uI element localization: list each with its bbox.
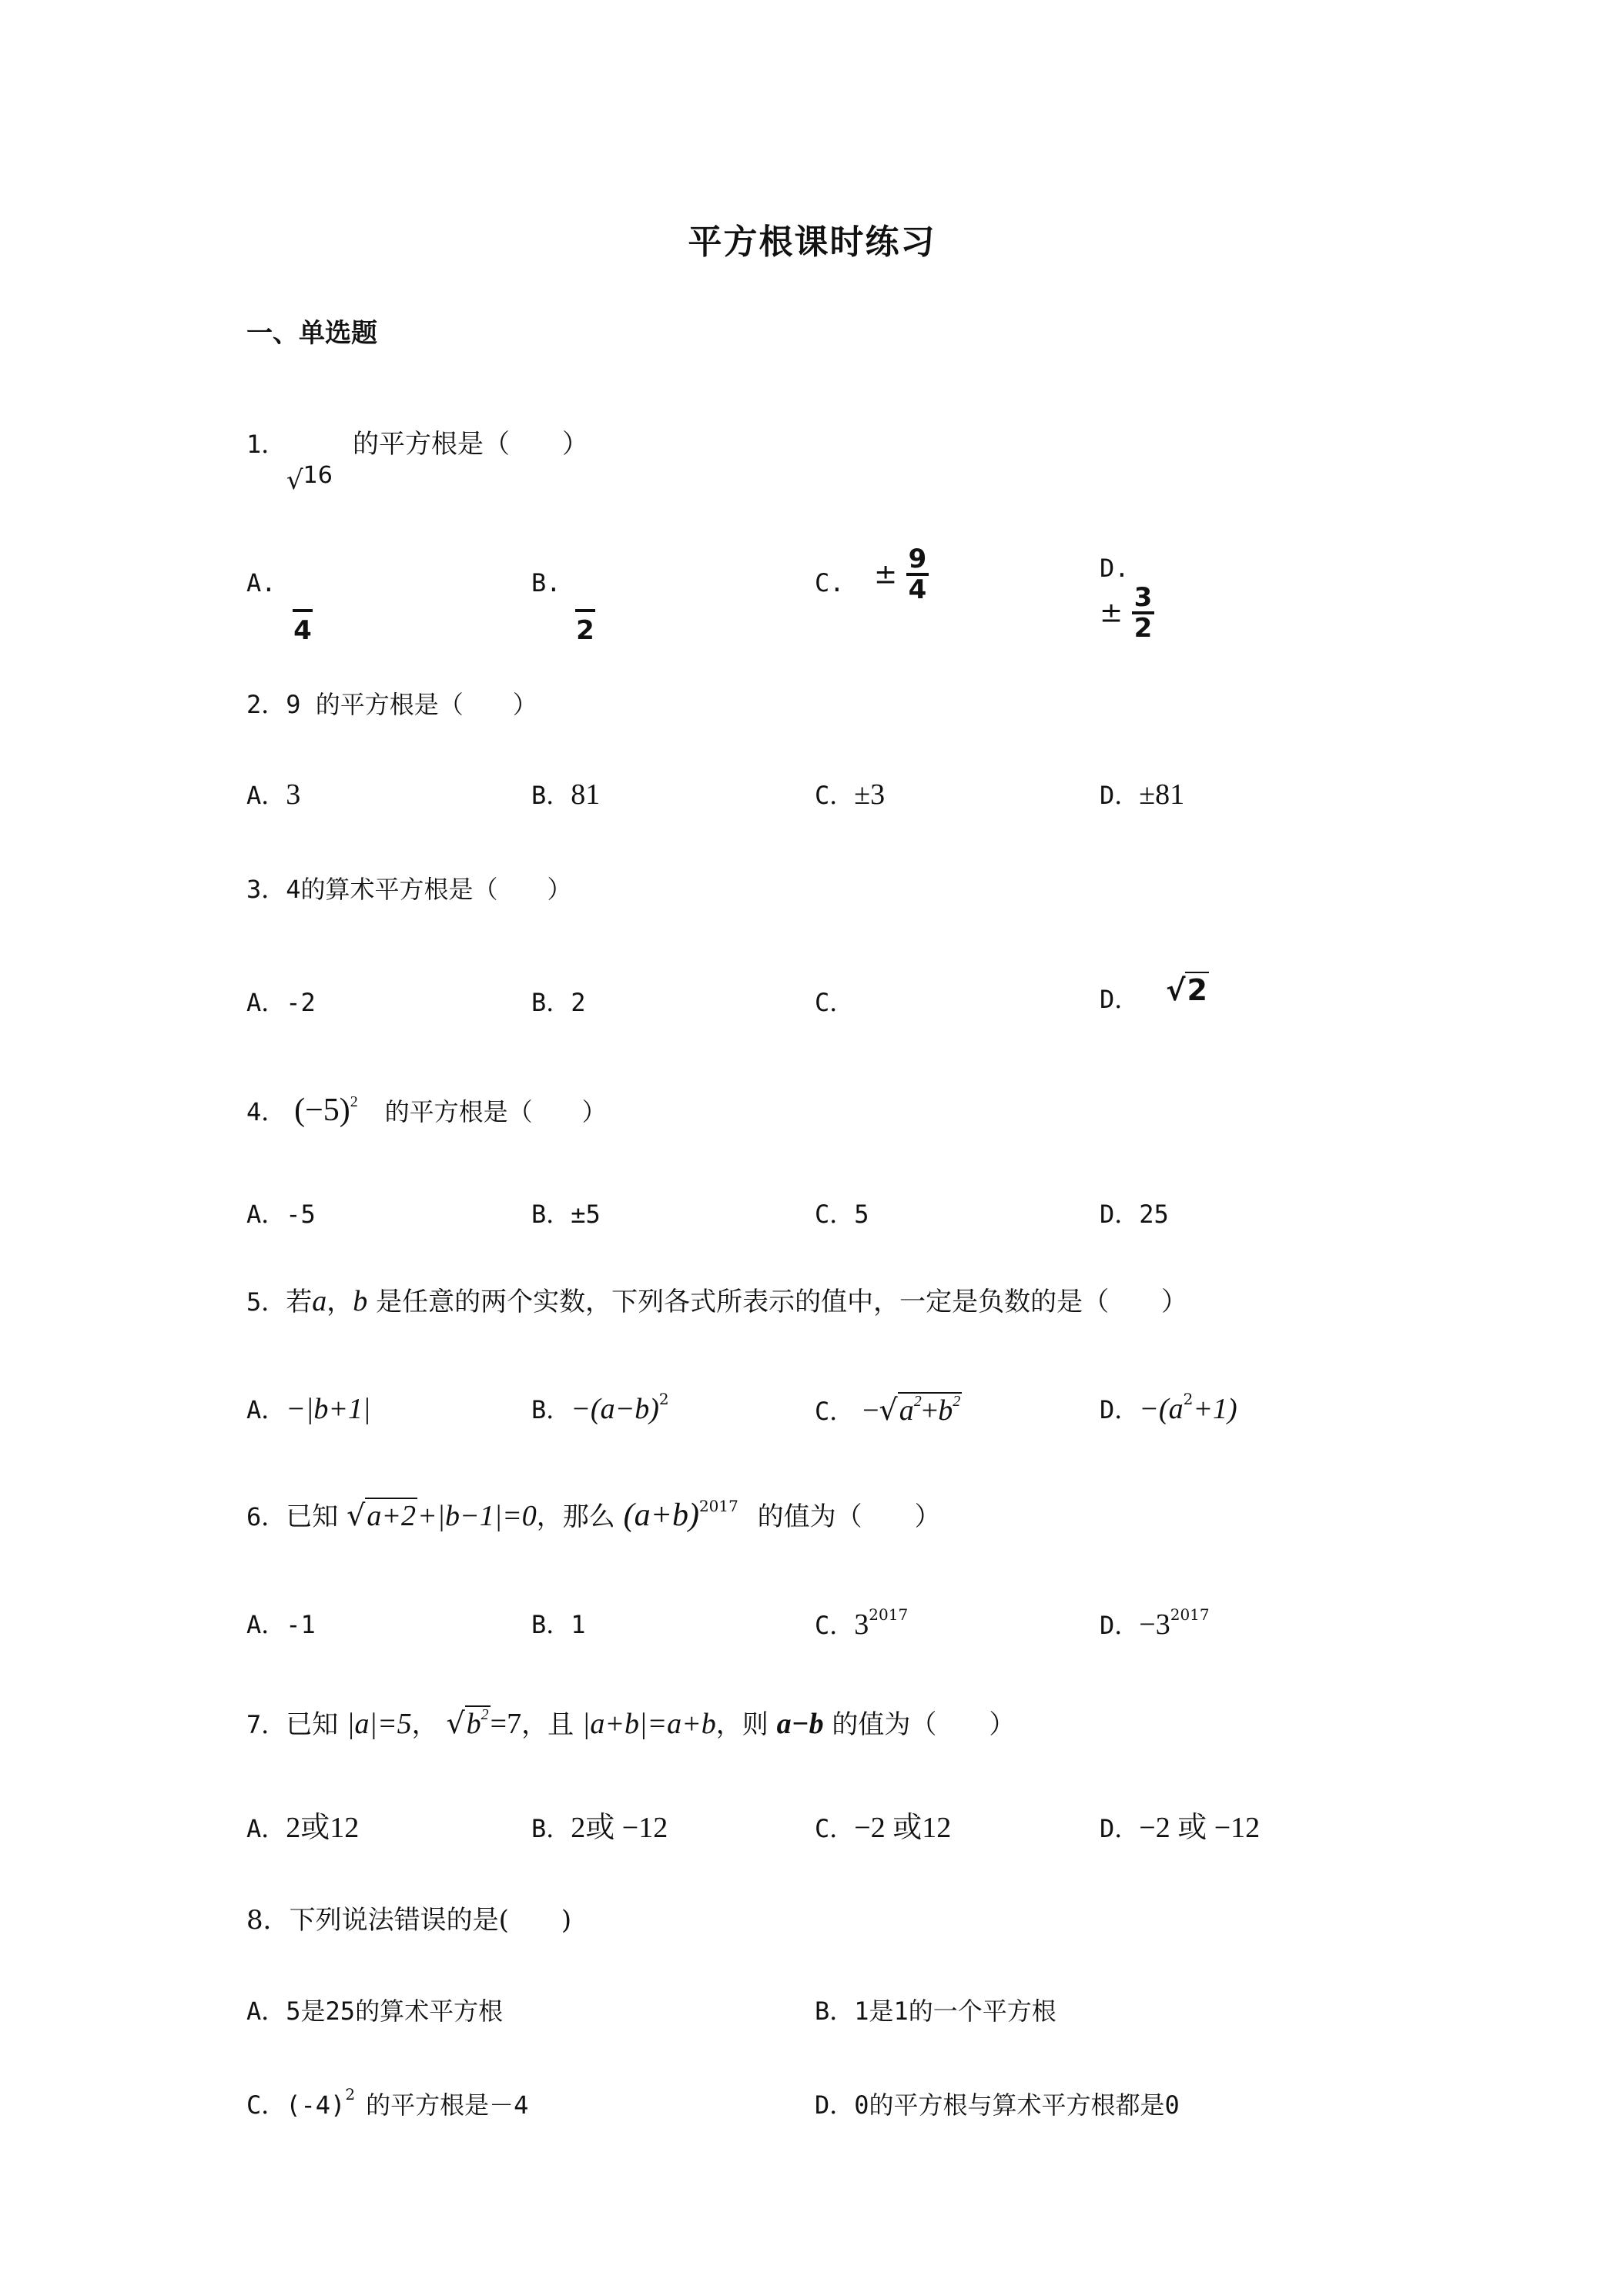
option-b: B．2 bbox=[531, 988, 586, 1017]
exponent: 2017 bbox=[869, 1605, 909, 1624]
option-c bbox=[815, 1811, 951, 1846]
option-label: A． bbox=[246, 1814, 286, 1843]
option-b bbox=[531, 778, 600, 812]
condition-3: |a+b|=a+b bbox=[581, 1708, 716, 1740]
question-5 bbox=[246, 1284, 1187, 1319]
question-text: 的值为（ ） bbox=[757, 1501, 941, 1532]
exponent: 2 bbox=[658, 1390, 669, 1408]
numerator: 9 bbox=[906, 545, 929, 576]
plus-minus: ± bbox=[874, 558, 898, 591]
option-a: A．-1 bbox=[246, 1610, 316, 1639]
base: (−5) bbox=[294, 1093, 350, 1128]
option-label: C． bbox=[815, 1814, 855, 1843]
option-a bbox=[246, 1811, 359, 1846]
option-label: C． bbox=[815, 1611, 855, 1640]
power-base: (a+b) bbox=[623, 1498, 699, 1533]
option-a: A．5是25的算术平方根 bbox=[246, 1996, 504, 2026]
separator: ，则 bbox=[715, 1709, 768, 1740]
page-title: 平方根课时练习 bbox=[688, 223, 936, 262]
section-heading: 一、单选题 bbox=[246, 318, 377, 349]
question-3-text: 3．4的算术平方根是（ ） bbox=[246, 875, 572, 904]
option-b bbox=[531, 1811, 668, 1846]
option-b-fraction bbox=[574, 601, 597, 646]
separator: ，且 bbox=[521, 1709, 574, 1740]
expression-start: −(a bbox=[1139, 1393, 1184, 1425]
question-prefix: 已知 bbox=[286, 1501, 339, 1532]
condition-1: |a|=5 bbox=[347, 1708, 412, 1740]
sqrt-2-expression bbox=[1166, 973, 1209, 1007]
option-d-expression bbox=[1100, 584, 1154, 642]
option-a: A．-5 bbox=[246, 1200, 316, 1229]
option-c bbox=[815, 778, 885, 812]
option-text: 的平方根是－4 bbox=[366, 2090, 529, 2120]
option-label: C． bbox=[815, 1397, 855, 1426]
option-b: B．1 bbox=[531, 1610, 586, 1639]
exponent: 2 bbox=[1183, 1390, 1194, 1408]
condition-2: $√b^2=7$ bbox=[446, 1706, 522, 1740]
option-label: B． bbox=[531, 1395, 571, 1424]
option-expression bbox=[862, 1394, 962, 1427]
option-d bbox=[1100, 1605, 1210, 1642]
denominator: 2 bbox=[576, 615, 594, 646]
question-text: 的平方根是（ ） bbox=[384, 1097, 607, 1126]
option-value: 2或 −12 bbox=[571, 1812, 668, 1844]
denominator: 4 bbox=[293, 615, 312, 646]
option-c-label: C. bbox=[815, 568, 845, 597]
option-d-label: D. bbox=[1100, 554, 1130, 583]
option-c: C．5 bbox=[815, 1200, 869, 1229]
option-c bbox=[246, 2085, 529, 2122]
base: −3 bbox=[1139, 1608, 1170, 1641]
exponent: 2017 bbox=[698, 1497, 738, 1515]
question-7 bbox=[246, 1705, 1015, 1742]
option-d: D．0的平方根与算术平方根都是0 bbox=[815, 2090, 1180, 2120]
option-b-label: B. bbox=[531, 568, 561, 597]
radicand: $a^2+b^2$ bbox=[899, 1393, 961, 1427]
question-8-text: 8．下列说法错误的是( ) bbox=[246, 1905, 572, 1936]
option-value: −2 或12 bbox=[854, 1812, 952, 1844]
expression-end: +1) bbox=[1193, 1393, 1237, 1425]
question-number: 7． bbox=[246, 1710, 286, 1739]
denominator: 2 bbox=[1133, 613, 1153, 644]
option-value: 3 bbox=[286, 778, 301, 811]
option-d bbox=[1100, 778, 1184, 812]
option-d bbox=[1100, 1811, 1260, 1846]
variable-b: b bbox=[353, 1285, 368, 1317]
option-value: 2或12 bbox=[286, 1812, 360, 1844]
variable-a: a bbox=[312, 1285, 327, 1317]
radical-sign: √ bbox=[1166, 973, 1186, 1007]
option-label: D． bbox=[1100, 985, 1140, 1014]
option-d: D．25 bbox=[1100, 1200, 1169, 1229]
option-a-fraction bbox=[291, 601, 314, 646]
option-value: ±81 bbox=[1139, 778, 1185, 811]
option-label: D． bbox=[1100, 1611, 1140, 1640]
question-6 bbox=[246, 1498, 941, 1534]
question-2-text: 2．9 的平方根是（ ） bbox=[246, 690, 537, 719]
radicand: 2 bbox=[1187, 973, 1207, 1007]
separator: ， bbox=[326, 1287, 353, 1317]
question-number: 5． bbox=[246, 1287, 286, 1317]
fraction-bar bbox=[293, 606, 313, 612]
option-expression: −|b+1| bbox=[286, 1393, 371, 1425]
fraction bbox=[1132, 584, 1155, 642]
exponent: 2 bbox=[345, 2085, 356, 2104]
denominator: 4 bbox=[908, 574, 927, 605]
minus-sign: − bbox=[862, 1394, 879, 1427]
option-value: 81 bbox=[571, 778, 601, 811]
connector: ，那么 bbox=[536, 1501, 615, 1532]
target-expression: a−b bbox=[776, 1708, 824, 1740]
option-a bbox=[246, 1392, 370, 1427]
option-value: ±3 bbox=[854, 778, 886, 811]
option-b bbox=[531, 1392, 669, 1427]
option-label: B． bbox=[531, 1814, 571, 1843]
option-label: A． bbox=[246, 1395, 286, 1424]
option-label: D． bbox=[1100, 1395, 1140, 1424]
question-number: 1． bbox=[246, 430, 286, 459]
fraction-bar bbox=[575, 606, 595, 612]
radical-sign: √ bbox=[286, 465, 303, 496]
option-a: A．-2 bbox=[246, 988, 316, 1017]
option-label: B． bbox=[531, 781, 571, 810]
option-c bbox=[815, 1392, 962, 1428]
question-number: 4． bbox=[246, 1097, 286, 1126]
option-c: C． bbox=[815, 988, 855, 1017]
sqrt-16-expression bbox=[286, 462, 333, 496]
option-c bbox=[815, 1605, 909, 1642]
option-d bbox=[1100, 973, 1209, 1016]
exponent: 2017 bbox=[1170, 1605, 1210, 1624]
question-text: 是任意的两个实数，下列各式所表示的值中，一定是负数的是（ ） bbox=[376, 1287, 1188, 1317]
option-b: B．1是1的一个平方根 bbox=[815, 1996, 1056, 2026]
numerator: 3 bbox=[1132, 584, 1155, 614]
separator: ， bbox=[411, 1709, 438, 1740]
radicand: 16 bbox=[303, 462, 333, 489]
equation: √a+2+|b−1|=0 bbox=[347, 1498, 537, 1532]
radical-sign: √ bbox=[879, 1393, 898, 1427]
option-d bbox=[1100, 1392, 1237, 1427]
option-label: D． bbox=[1100, 781, 1140, 810]
question-number: 6． bbox=[246, 1502, 286, 1531]
option-b: B．±5 bbox=[531, 1200, 601, 1229]
option-expression: −(a−b) bbox=[571, 1393, 659, 1425]
equation-rest: +|b−1|=0 bbox=[417, 1500, 537, 1532]
option-value: −2 或 −12 bbox=[1139, 1812, 1261, 1844]
question-1-text: 的平方根是（ ） bbox=[353, 429, 588, 460]
base: 3 bbox=[854, 1608, 869, 1641]
fraction bbox=[906, 545, 929, 604]
plus-minus: ± bbox=[1100, 597, 1123, 629]
option-label: A． bbox=[246, 781, 286, 810]
question-4 bbox=[246, 1093, 607, 1129]
question-1 bbox=[246, 427, 286, 461]
question-text: 的值为（ ） bbox=[832, 1709, 1016, 1740]
option-label: C． bbox=[815, 781, 855, 810]
option-c-expression bbox=[874, 545, 929, 604]
option-a-label: A. bbox=[246, 568, 276, 597]
question-prefix: 若 bbox=[286, 1287, 313, 1317]
radicand: a+2 bbox=[365, 1498, 417, 1533]
power-expression bbox=[294, 1093, 358, 1128]
option-label: D． bbox=[1100, 1814, 1140, 1843]
option-expression: C．(-4) bbox=[246, 2090, 346, 2120]
option-a bbox=[246, 778, 300, 812]
question-prefix: 已知 bbox=[286, 1709, 339, 1740]
exponent: 2 bbox=[350, 1093, 358, 1110]
